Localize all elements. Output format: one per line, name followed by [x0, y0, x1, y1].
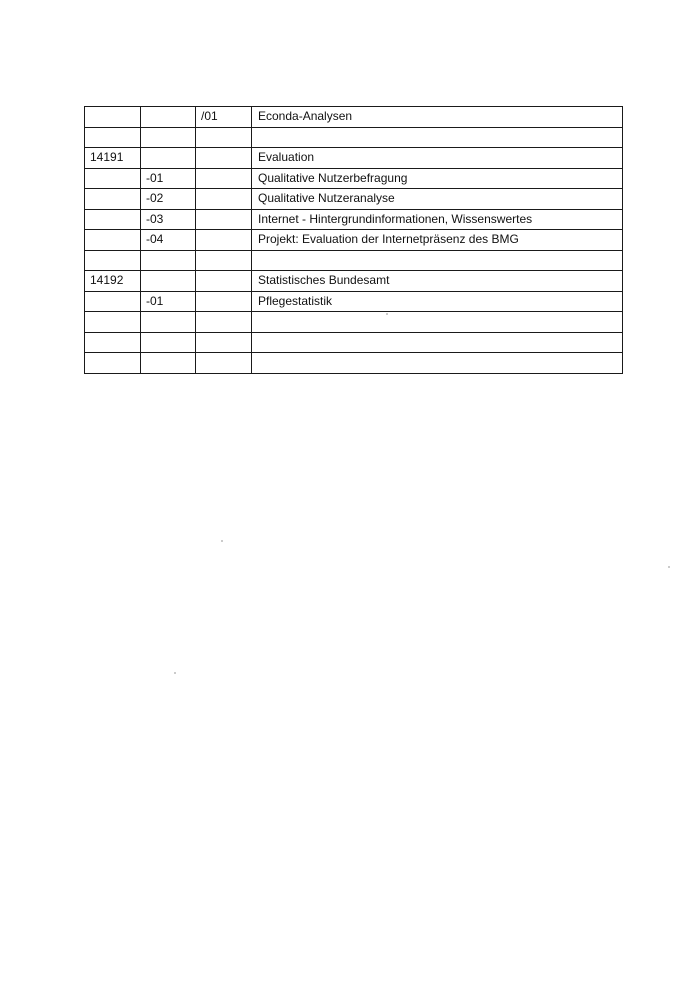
file-number-cell	[85, 168, 141, 189]
table-row	[85, 291, 623, 312]
title-cell: Internet - Hintergrundinformationen, Wissenswertes	[252, 209, 623, 230]
table-row	[85, 209, 623, 230]
item-number-cell	[196, 209, 252, 230]
title-cell	[252, 353, 623, 374]
sub-number-cell: -01	[141, 168, 196, 189]
scan-speck	[386, 313, 388, 315]
table-row	[85, 107, 623, 128]
sub-number-cell	[141, 271, 196, 292]
title-cell: Qualitative Nutzeranalyse	[252, 189, 623, 210]
table-row	[85, 168, 623, 189]
title-cell: Projekt: Evaluation der Internetpräsenz des BMG	[252, 230, 623, 251]
title-cell	[252, 332, 623, 353]
title-cell: Qualitative Nutzerbefragung	[252, 168, 623, 189]
table-row	[85, 127, 623, 148]
table-row	[85, 148, 623, 169]
title-cell: Evaluation	[252, 148, 623, 169]
table-row	[85, 312, 623, 333]
item-number-cell	[196, 168, 252, 189]
sub-number-cell	[141, 127, 196, 148]
sub-number-cell: -01	[141, 291, 196, 312]
item-number-cell	[196, 312, 252, 333]
sub-number-cell	[141, 107, 196, 128]
sub-number-cell	[141, 312, 196, 333]
file-number-cell: 14192	[85, 271, 141, 292]
file-number-cell	[85, 127, 141, 148]
table-row	[85, 189, 623, 210]
file-number-cell	[85, 353, 141, 374]
item-number-cell	[196, 189, 252, 210]
sub-number-cell	[141, 332, 196, 353]
file-number-cell	[85, 189, 141, 210]
file-number-cell	[85, 250, 141, 271]
scan-speck	[174, 672, 176, 674]
item-number-cell	[196, 271, 252, 292]
item-number-cell	[196, 230, 252, 251]
sub-number-cell	[141, 148, 196, 169]
file-number-cell	[85, 107, 141, 128]
scan-speck	[668, 566, 670, 568]
item-number-cell	[196, 127, 252, 148]
item-number-cell	[196, 291, 252, 312]
title-cell	[252, 250, 623, 271]
file-number-cell	[85, 291, 141, 312]
table-row	[85, 250, 623, 271]
file-number-cell	[85, 230, 141, 251]
title-cell	[252, 312, 623, 333]
sub-number-cell	[141, 250, 196, 271]
table-row	[85, 353, 623, 374]
file-number-cell	[85, 332, 141, 353]
item-number-cell: /01	[196, 107, 252, 128]
sub-number-cell: -02	[141, 189, 196, 210]
table-row	[85, 230, 623, 251]
title-cell: Statistisches Bundesamt	[252, 271, 623, 292]
sub-number-cell	[141, 353, 196, 374]
table-row	[85, 332, 623, 353]
sub-number-cell: -04	[141, 230, 196, 251]
item-number-cell	[196, 148, 252, 169]
title-cell: Pflegestatistik	[252, 291, 623, 312]
item-number-cell	[196, 250, 252, 271]
title-cell: Econda-Analysen	[252, 107, 623, 128]
file-number-cell	[85, 209, 141, 230]
file-number-cell: 14191	[85, 148, 141, 169]
table-row	[85, 271, 623, 292]
sub-number-cell: -03	[141, 209, 196, 230]
title-cell	[252, 127, 623, 148]
item-number-cell	[196, 353, 252, 374]
scan-speck	[221, 540, 223, 542]
file-number-cell	[85, 312, 141, 333]
item-number-cell	[196, 332, 252, 353]
file-plan-table	[84, 106, 623, 374]
